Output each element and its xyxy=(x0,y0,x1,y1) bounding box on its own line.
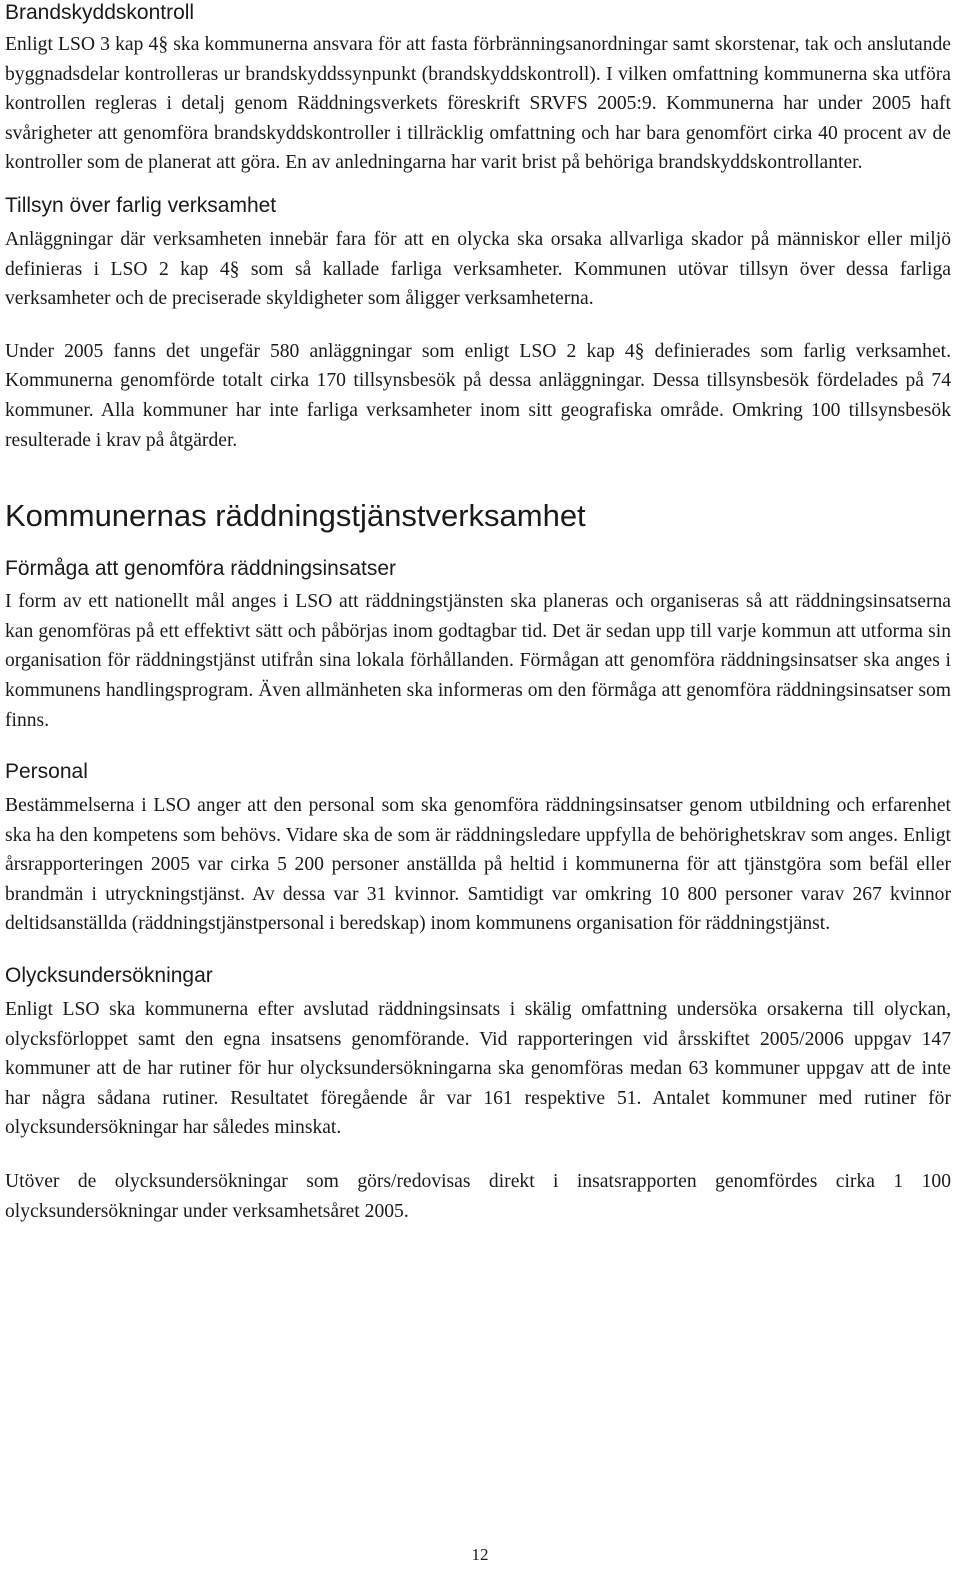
heading-raddningstjanstverksamhet: Kommunernas räddningstjänstverksamhet xyxy=(5,498,586,534)
paragraph-brandskyddskontroll: Enligt LSO 3 kap 4§ ska kommunerna ansvara för att fasta förbränningsanordningar samt skorstenar, tak och anslutande byggnadsdelar kontrolleras ur brandskyddssynpunkt (brandskyddskontroll). I vilken omfattning kommunerna ska utföra kontrollen regleras i detalj genom Räddningsverkets föreskrift SRVFS 2005:9. Kommunerna har under 2005 haft svårigheter att genomföra brandskyddskontroller i tillräcklig omfattning och har bara genomfört cirka 40 procent av de kontroller som de planerat att göra. En av anledningarna har varit brist på behöriga brandskyddskontrollanter. xyxy=(5,34,951,174)
paragraph-olycks-1: Enligt LSO ska kommunerna efter avslutad räddningsinsats i skälig omfattning undersöka orsakerna till olyckan, olycksförloppet samt den egna insatsens genomförande. Vid rapporteringen vid årsskiftet 2005/2006 uppgav 147 kommuner att de har rutiner för hur olycksundersökningarna ska genomföras medan 63 kommuner uppgav att de inte har några sådana rutiner. Resultatet föregående år var 161 respektive 51. Antalet kommuner med rutiner för olycksundersökningar har således minskat. xyxy=(5,999,951,1139)
paragraph-tillsyn-1: Anläggningar där verksamheten innebär fara för att en olycka ska orsaka allvarliga skador på människor eller miljö definieras i LSO 2 kap 4§ som så kallade farliga verksamheter. Kommunen utövar tillsyn över dessa farliga verksamheter och de preciserade skyldigheter som åligger verksamheterna. xyxy=(5,228,951,310)
paragraph-tillsyn-2: Under 2005 fanns det ungefär 580 anläggningar som enligt LSO 2 kap 4§ definierades som farlig verksamhet. Kommunerna genomförde totalt cirka 170 tillsynsbesök på dessa anläggningar. Dessa tillsynsbesök fördelades på 74 kommuner. Alla kommuner har inte farliga verksamheter inom sitt geografiska område. Omkring 100 tillsynsbesök resulterade i krav på åtgärder. xyxy=(5,340,951,451)
paragraph-personal: Bestämmelserna i LSO anger att den personal som ska genomföra räddningsinsatser genom utbildning och erfarenhet ska ha den kompetens som behövs. Vidare ska de som är räddningsledare uppfylla de behörighetskrav som anges. Enligt årsrapporteringen 2005 var cirka 5 200 personer anställda på heltid i kommunerna för att tjänstgöra som befäl eller brandmän i utryckningstjänst. Av dessa var 31 kvinnor. Samtidigt var omkring 10 800 personer varav 267 kvinnor deltidsanställda (räddningstjänstpersonal i beredskap) inom kommunens organisation för räddningstjänst. xyxy=(5,795,951,935)
page-number: 12 xyxy=(471,1545,489,1564)
heading-tillsyn: Tillsyn över farlig verksamhet xyxy=(5,193,277,217)
heading-personal: Personal xyxy=(5,760,88,784)
heading-formaga: Förmåga att genomföra räddningsinsatser xyxy=(5,557,397,581)
heading-brandskyddskontroll: Brandskyddskontroll xyxy=(5,1,195,24)
paragraph-olycks-2: Utöver de olycksundersökningar som görs/redovisas direkt i insatsrapporten genomfördes cirka 1 100 olycksundersökningar under verksamhetsåret 2005. xyxy=(5,1171,951,1222)
document-page xyxy=(5,0,951,1226)
paragraph-formaga: I form av ett nationellt mål anges i LSO att räddningstjänsten ska planeras och organiseras så att räddningsinsatserna kan genomföras på ett effektivt sätt och påbörjas inom godtagbar tid. Det är sedan upp till varje kommun att utforma sin organisation för räddningstjänst utifrån sina lokala förhållanden. Förmågan att genomföra räddningsinsatser ska anges i kommunens handlingsprogram. Även allmänheten ska informeras om den förmåga att genomföra räddningsinsatser som finns. xyxy=(5,591,951,731)
heading-olycksundersokningar: Olycksundersökningar xyxy=(5,964,213,988)
